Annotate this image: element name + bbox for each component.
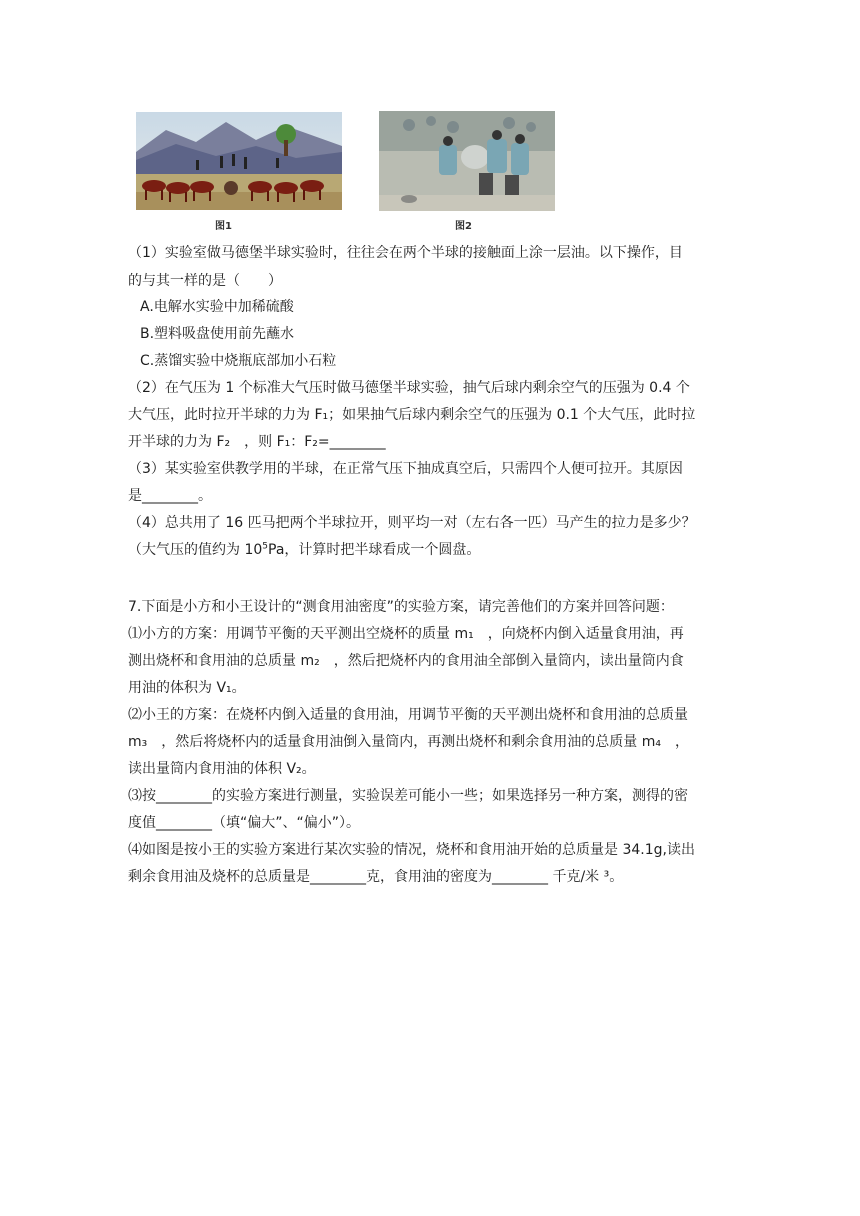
q6-part4-text-b: Pa，计算时把半球看成一个圆盘。 [268,542,481,558]
q6-part2-line3: 开半球的力为 F₂ ，则 F₁：F₂=________ [128,434,386,450]
q6-part2-line1: （2）在气压为 1 个标准大气压时做马德堡半球实验，抽气后球内剩余空气的压强为 0.4 个 [128,380,690,396]
figure-1-image [136,112,342,210]
q6-option-c: C.蒸馏实验中烧瓶底部加小石粒 [140,353,337,369]
q6-part1-line1: （1）实验室做马德堡半球实验时，往往会在两个半球的接触面上涂一层油。以下操作，目 [128,245,683,261]
people-pulling-hemispheres-photo [379,111,555,211]
q7-intro: 7.下面是小方和小王设计的“测食用油密度”的实验方案，请完善他们的方案并回答问题： [128,599,674,615]
q7-s1-line1: ⑴小方的方案：用调节平衡的天平测出空烧杯的质量 m₁ ，向烧杯内倒入适量食用油，再 [128,626,684,642]
figure-2-caption: 图2 [455,221,472,232]
figure-1-caption: 图1 [215,221,232,232]
q6-part1-line2: 的与其一样的是（ ） [128,273,282,289]
q6-part4-line1: （4）总共用了 16 匹马把两个半球拉开，则平均一对（左右各一匹）马产生的拉力是多少？ [128,515,696,531]
q6-part3-line1: （3）某实验室供教学用的半球，在正常气压下抽成真空后，只需四个人便可拉开。其原因 [128,461,683,477]
q6-option-b: B.塑料吸盘使用前先蘸水 [140,326,295,342]
q7-s3-line2: 度值________（填“偏大”、“偏小”）。 [128,815,361,831]
q7-s2-line1: ⑵小王的方案：在烧杯内倒入适量的食用油，用调节平衡的天平测出烧杯和食用油的总质量 [128,707,688,723]
magdeburg-horses-illustration [136,112,342,210]
q7-s2-line2: m₃ ，然后将烧杯内的适量食用油倒入量筒内，再测出烧杯和剩余食用油的总质量 m₄ ， [128,734,689,750]
q7-s4-line1: ⑷如图是按小王的实验方案进行某次实验的情况，烧杯和食用油开始的总质量是 34.1g,读出 [128,842,695,858]
q6-part4-text-a: （大气压的值约为 10 [128,542,263,558]
q6-part4-exponent: 5 [262,541,268,552]
q7-s2-line3: 读出量筒内食用油的体积 V₂。 [128,761,316,777]
q7-s1-line3: 用油的体积为 V₁。 [128,680,246,696]
q7-s1-line2: 测出烧杯和食用油的总质量 m₂ ，然后把烧杯内的食用油全部倒入量筒内，读出量筒内食 [128,653,684,669]
q7-s3-line1: ⑶按________的实验方案进行测量，实验误差可能小一些；如果选择另一种方案，测得的密 [128,788,688,804]
q6-option-a: A.电解水实验中加稀硫酸 [140,299,294,315]
q6-part3-line2: 是________。 [128,488,212,504]
q6-part4-line2 [128,540,480,560]
q6-part2-line2: 大气压，此时拉开半球的力为 F₁；如果抽气后球内剩余空气的压强为 0.1 个大气压，此时拉 [128,407,696,423]
q7-s4-line2: 剩余食用油及烧杯的总质量是________克，食用油的密度为________ 千克/米 ³。 [128,869,624,885]
figure-2-image [379,111,555,211]
